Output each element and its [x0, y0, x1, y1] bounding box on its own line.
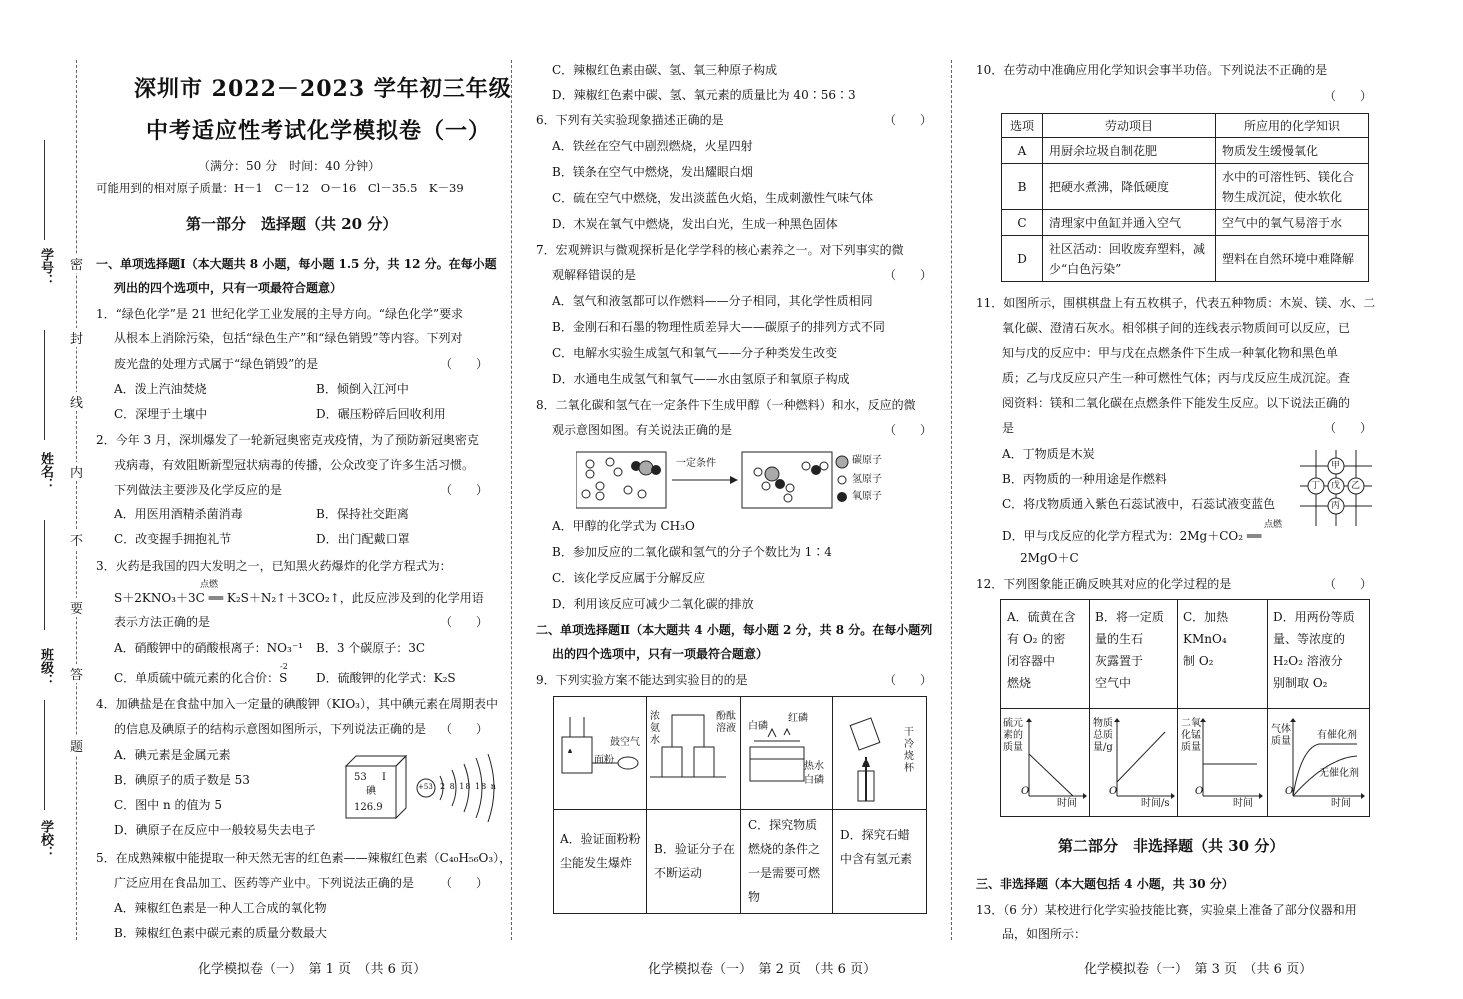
q11-option-d-cont: 2MgO＋C	[1020, 551, 1079, 565]
q11-condition: 点燃	[1264, 520, 1283, 530]
iodine-mass: 126.9	[354, 802, 383, 813]
q7-option-d[interactable]: D．水通电生成氢气和氧气——水由氢原子和氧原子构成	[552, 372, 850, 386]
q9-apparatus-svg	[554, 697, 926, 809]
answer-bracket[interactable]: （ ）	[1324, 89, 1373, 103]
seal-char: 封	[70, 328, 83, 347]
part1-title: 第一部分 选择题（共 20 分）	[186, 215, 398, 233]
q11-go-board	[1296, 446, 1376, 530]
exam-info: （满分：50 分 时间：40 分钟）	[198, 159, 381, 173]
q12b-y-label: 物质总质量/g	[1093, 718, 1113, 753]
answer-bracket[interactable]: （ ）	[884, 268, 933, 282]
q3-condition: 点燃	[200, 580, 219, 590]
q1-stem: 1．“绿色化学”是 21 世纪化学工业发展的主导方向。“绿色化学”要求	[96, 307, 464, 321]
q2-option-d[interactable]: D．出门配戴口罩	[316, 532, 410, 546]
q12-stem: 12．下列图象能正确反映其对应的化学过程的是	[976, 577, 1232, 591]
section2-heading-cont: 出的四个选项中，只有一项最符合题意）	[552, 647, 769, 661]
q9-experiment-table	[553, 696, 927, 914]
q6-option-c[interactable]: C．硫在空气中燃烧，发出淡蓝色火焰，生成刺激性气味气体	[552, 191, 874, 205]
q9-label-white-p2: 白磷	[804, 775, 824, 786]
q12d-x-label: 时间	[1331, 798, 1351, 809]
q6-option-d[interactable]: D．木炭在氧气中燃烧，发出白光，生成一种黑色固体	[552, 217, 838, 231]
q10-option: A	[1002, 138, 1043, 164]
seal-char: 要	[70, 598, 83, 617]
q4-stem: 4．加碘盐是在食盐中加入一定量的碘酸钾（KIO₃），其中碘元素在周期表中	[96, 697, 498, 711]
answer-bracket[interactable]: （ ）	[884, 113, 933, 127]
q12a-origin: O	[1021, 786, 1030, 797]
section1-heading-cont: 列出的四个选项中，只有一项最符合题意）	[114, 281, 343, 295]
q6-option-a[interactable]: A．铁丝在空气中剧烈燃烧，火星四射	[552, 139, 753, 153]
legend-oxygen: 氧原子	[852, 491, 882, 502]
atomic-mass-note: 可能用到的相对原子质量：H－1 C－12 O－16 Cl－35.5 K－39	[96, 181, 464, 195]
q4-option-b[interactable]: B．碘原子的质子数是 53	[114, 773, 250, 787]
q5-option-c[interactable]: C．辣椒红色素由碳、氢、氧三种原子构成	[552, 63, 778, 77]
q12b-x-label: 时间/s	[1141, 798, 1170, 809]
q9-label-phenolphthalein: 酚酞溶液	[716, 711, 736, 734]
q12d-origin: O	[1285, 786, 1294, 797]
school-label: 学校：	[38, 820, 53, 859]
q3-equation: S＋2KNO₃＋3C ══ K₂S＋N₂↑＋3CO₂↑，此反应涉及到的化学用语	[114, 591, 484, 605]
q8-reaction-figure	[576, 450, 896, 510]
q9-option-d[interactable]: D．探究石蜡中含有氢元素	[840, 828, 913, 866]
q4-stem: 的信息及碘原子的结构示意图如图所示，下列说法正确的是	[114, 722, 427, 736]
q9-stem: 9．下列实验方案不能达到实验目的的是	[536, 673, 748, 687]
q10-head: 劳动项目	[1043, 114, 1216, 138]
q12d-legend-no-catalyst: 无催化剂	[1319, 768, 1359, 779]
q12b-origin: O	[1109, 786, 1118, 797]
q10-stem: 10．在劳动中准确应用化学知识会事半功倍。下列说法不正确的是	[976, 63, 1328, 77]
q11-stem: 质；乙与戊反应只产生一种可燃性气体；丙与戊反应生成沉淀。查	[1002, 371, 1351, 385]
q9-label-air: 鼓空气	[610, 737, 640, 748]
answer-bracket[interactable]: （ ）	[884, 423, 933, 437]
q9-label-ammonia: 浓氨水	[650, 711, 660, 746]
iodine-figure	[340, 752, 500, 822]
iodine-atomic-number: 53	[354, 772, 367, 783]
q8-option-a[interactable]: A．甲醇的化学式为 CH₃O	[552, 519, 695, 533]
q12a-x-label: 时间	[1057, 798, 1077, 809]
q1-option-a[interactable]: A．泼上汽油焚烧	[114, 382, 207, 396]
student-id-label: 学号：	[38, 248, 53, 287]
q5-stem: 5．在成熟辣椒中能提取一种天然无害的红色素——辣椒红色素（C₄₀H₅₆O₃），	[96, 851, 512, 865]
q1-option-b[interactable]: B．倾倒入江河中	[316, 382, 409, 396]
answer-bracket[interactable]: （ ）	[884, 673, 933, 687]
q10-option: C	[1002, 210, 1043, 236]
q8-option-d[interactable]: D．利用该反应可减少二氧化碳的排放	[552, 597, 754, 611]
q7-option-a[interactable]: A．氢气和液氢都可以作燃料——分子相同，其化学性质相同	[552, 294, 873, 308]
q11-stem: 11．如图所示，围棋棋盘上有五枚棋子，代表五种物质：木炭、镁、水、二	[976, 296, 1376, 310]
legend-hydrogen: 氢原子	[852, 474, 882, 485]
page-footer-2: 化学模拟卷（一） 第 2 页 （共 6 页）	[648, 962, 877, 977]
answer-bracket[interactable]: （ ）	[1324, 577, 1373, 591]
q4-option-d[interactable]: D．碘原子在反应中一般较易失去电子	[114, 823, 316, 837]
page-footer-1: 化学模拟卷（一） 第 1 页 （共 6 页）	[198, 962, 427, 977]
q8-stem: 观示意图如图。有关说法正确的是	[552, 423, 733, 437]
q11-option-b[interactable]: B．丙物质的一种用途是作燃料	[1002, 472, 1167, 486]
section3-heading: 三、非选择题（本大题包括 4 小题，共 30 分）	[976, 877, 1234, 891]
q5-option-a[interactable]: A．辣椒红色素是一种人工合成的氧化物	[114, 901, 327, 915]
q3-stem: 表示方法正确的是	[114, 615, 211, 629]
q12-option-a[interactable]: A．硫黄在含 有 O₂ 的密 闭容器中 燃烧	[1007, 610, 1076, 690]
q12c-origin: O	[1195, 786, 1204, 797]
iodine-shells: 2 8 18 18 n	[440, 782, 497, 791]
q13-stem: 品，如图所示：	[1002, 927, 1087, 941]
q11-option-a[interactable]: A．丁物质是木炭	[1002, 447, 1095, 461]
q11-stem: 氧化碳、澄清石灰水。相邻棋子间的连线表示物质间可以反应，已	[1002, 321, 1351, 335]
piece-jia: 甲	[1331, 461, 1341, 471]
q10-knowledge: 塑料在自然环境中难降解	[1216, 236, 1369, 282]
q7-stem: 7．宏观辨识与微观探析是化学学科的核心素养之一。对下列事实的微	[536, 243, 904, 257]
seal-char: 题	[70, 736, 83, 755]
q10-knowledge: 物质发生缓慢氧化	[1216, 138, 1369, 164]
q4-option-c[interactable]: C．图中 n 的值为 5	[114, 798, 222, 812]
binding-dashed-line	[76, 60, 77, 940]
q10-labor: 清理家中鱼缸并通入空气	[1043, 210, 1216, 236]
q3-stem: 3．火药是我国的四大发明之一，已知黑火药爆炸的化学方程式为：	[96, 559, 452, 573]
q9-label-flour: 面粉	[594, 755, 614, 766]
q5-stem: 广泛应用在食品加工、医药等产业中。下列说法正确的是	[114, 876, 415, 890]
piece-wu: 戊	[1331, 481, 1341, 491]
iodine-name: 碘	[366, 786, 376, 797]
q13-stem: 13．（6 分）某校进行化学实验技能比赛，实验桌上准备了部分仪器和用	[976, 903, 1357, 917]
school-line	[44, 700, 45, 810]
q3-valence-sup: -2	[280, 662, 288, 671]
q2-option-b[interactable]: B．保持社交距离	[316, 507, 409, 521]
legend-carbon: 碳原子	[852, 455, 882, 466]
q7-stem: 观解释错误的是	[552, 268, 637, 282]
q12c-x-label: 时间	[1233, 798, 1253, 809]
q9-option-b[interactable]: B．验证分子在不断运动	[654, 842, 735, 880]
q5-option-d[interactable]: D．辣椒红色素中碳、氢、氧元素的质量比为 40∶56∶3	[552, 88, 856, 102]
exam-title-line1: 深圳市 2022－2023 学年初三年级	[134, 76, 512, 102]
q8-molecule-svg	[576, 450, 896, 510]
q9-option-a[interactable]: A．验证面粉粉尘能发生爆炸	[560, 832, 641, 870]
q11-option-c[interactable]: C．将戊物质通入紫色石蕊试液中，石蕊试液变蓝色	[1002, 497, 1276, 511]
q9-option-c[interactable]: C．探究物质燃烧的条件之一是需要可燃物	[748, 818, 821, 904]
answer-bracket[interactable]: （ ）	[440, 722, 489, 736]
q3-option-a[interactable]: A．硝酸钾中的硝酸根离子：NO₃⁻¹	[114, 641, 303, 655]
q12d-legend-catalyst: 有催化剂	[1317, 730, 1357, 741]
answer-bracket[interactable]: （ ）	[440, 483, 489, 497]
q12-option-c[interactable]: C．加热KMnO₄ 制 O₂	[1183, 610, 1229, 668]
seal-char: 线	[70, 392, 83, 411]
q10-head: 所应用的化学知识	[1216, 114, 1369, 138]
answer-bracket[interactable]: （ ）	[1324, 421, 1373, 435]
q1-stem: 废光盘的处理方式属于“绿色销毁”的是	[114, 357, 319, 371]
q12a-y-label: 硫元素的质量	[1003, 718, 1023, 753]
q11-stem: 是	[1002, 421, 1015, 435]
q10-option: B	[1002, 164, 1043, 210]
q10-option: D	[1002, 236, 1043, 282]
answer-bracket[interactable]: （ ）	[440, 357, 489, 371]
section2-heading: 二、单项选择题Ⅱ（本大题共 4 小题，每小题 2 分，共 8 分。在每小题列	[536, 623, 933, 637]
q10-head: 选项	[1002, 114, 1043, 138]
q6-stem: 6．下列有关实验现象描述正确的是	[536, 113, 724, 127]
piece-yi: 乙	[1351, 481, 1361, 491]
q11-stem: 阅资料：镁和二氧化碳在点燃条件下能发生反应。以下说法正确的	[1002, 396, 1351, 410]
q2-stem: 下列做法主要涉及化学反应的是	[114, 483, 283, 497]
q6-option-b[interactable]: B．镁条在空气中燃烧，发出耀眼白烟	[552, 165, 753, 179]
q3-option-c[interactable]: C．单质硫中硫元素的化合价：S	[114, 671, 288, 685]
column-divider	[511, 60, 512, 940]
q10-knowledge: 水中的可溶性钙、镁化合物生成沉淀，使水软化	[1216, 164, 1369, 210]
q10-knowledge: 空气中的氧气易溶于水	[1216, 210, 1369, 236]
q7-option-c[interactable]: C．电解水实验生成氢气和氧气——分子种类发生改变	[552, 346, 838, 360]
q1-stem: 从根本上消除污染，包括“绿色生产”和“绿色销毁”等内容。下列对	[114, 331, 463, 345]
q11-option-d[interactable]: D．甲与戊反应的化学方程式为：2Mg＋CO₂ ══	[1002, 529, 1262, 543]
iodine-nucleus: +53	[418, 783, 433, 791]
q2-stem: 戎病毒，有效阻断新型冠状病毒的传播，公众改变了许多生活习惯。	[114, 458, 475, 472]
part2-title: 第二部分 非选择题（共 30 分）	[1058, 837, 1285, 855]
q3-option-b[interactable]: B．3 个碳原子：3C	[316, 641, 426, 655]
q9-label-red-p: 红磷	[788, 713, 808, 724]
q7-option-b[interactable]: B．金刚石和石墨的物理性质差异大——碳原子的排列方式不同	[552, 320, 885, 334]
answer-bracket[interactable]: （ ）	[440, 876, 489, 890]
q3-option-d[interactable]: D．硫酸钾的化学式：K₂S	[316, 671, 456, 685]
page-footer-3: 化学模拟卷（一） 第 3 页 （共 6 页）	[1084, 962, 1313, 977]
q9-label-white-p: 白磷	[748, 721, 768, 732]
q5-option-b[interactable]: B．辣椒红色素中碳元素的质量分数最大	[114, 926, 327, 940]
q10-labor: 把硬水煮沸，降低硬度	[1043, 164, 1216, 210]
q10-labor: 社区活动：回收废弃塑料，减少“白色污染”	[1043, 236, 1216, 282]
q12-option-d[interactable]: D．用两份等质 量、等浓度的 H₂O₂ 溶液分 别制取 O₂	[1273, 610, 1355, 690]
q8-option-b[interactable]: B．参加反应的二氧化碳和氢气的分子个数比为 1∶4	[552, 545, 832, 559]
q12-graph-table	[1000, 599, 1370, 817]
piece-ding: 丁	[1311, 481, 1321, 491]
q9-label-hot-water: 热水	[804, 761, 824, 772]
seal-char: 密	[70, 254, 83, 273]
column-divider	[951, 60, 952, 940]
q2-option-a[interactable]: A．用医用酒精杀菌消毒	[114, 507, 243, 521]
q2-stem: 2．今年 3 月，深圳爆发了一轮新冠奥密克戎疫情，为了预防新冠奥密克	[96, 433, 479, 447]
piece-bing: 丙	[1331, 501, 1341, 511]
q1-option-d[interactable]: D．碾压粉碎后回收利用	[316, 407, 446, 421]
name-label: 姓名：	[38, 452, 53, 491]
q2-option-c[interactable]: C．改变握手拥抱礼节	[114, 532, 232, 546]
q12-option-b[interactable]: B．将一定质 量的生石 灰露置于 空气中	[1095, 610, 1164, 690]
q8-condition: 一定条件	[676, 458, 716, 469]
exam-title-line2: 中考适应性考试化学模拟卷（一）	[146, 118, 492, 144]
section1-heading: 一、单项选择题Ⅰ（本大题共 8 小题，每小题 1.5 分，共 12 分。在每小题	[96, 257, 497, 271]
class-line	[44, 520, 45, 630]
q1-option-c[interactable]: C．深埋于土壤中	[114, 407, 208, 421]
q8-stem: 8．二氧化碳和氢气在一定条件下生成甲醇（一种燃料）和水，反应的微	[536, 398, 916, 412]
q8-option-c[interactable]: C．该化学反应属于分解反应	[552, 571, 706, 585]
q12c-y-label: 二氧化锰质量	[1181, 718, 1201, 753]
answer-bracket[interactable]: （ ）	[440, 615, 489, 629]
iodine-symbol: I	[382, 772, 386, 783]
seal-char: 不	[70, 530, 83, 549]
seal-char: 答	[70, 664, 83, 683]
seal-char: 内	[70, 462, 83, 481]
q12d-y-label: 气体质量	[1271, 724, 1291, 747]
student-id-line	[44, 140, 45, 240]
name-line	[44, 330, 45, 440]
q9-label-cold-beaker: 干冷烧杯	[904, 727, 914, 774]
q11-stem: 知与戊的反应中：甲与戊在点燃条件下生成一种氧化物和黑色单	[1002, 346, 1339, 360]
q10-table	[1001, 113, 1369, 282]
q4-option-a[interactable]: A．碘元素是金属元素	[114, 748, 231, 762]
class-label: 班级：	[38, 648, 53, 687]
q10-labor: 用厨余垃圾自制花肥	[1043, 138, 1216, 164]
